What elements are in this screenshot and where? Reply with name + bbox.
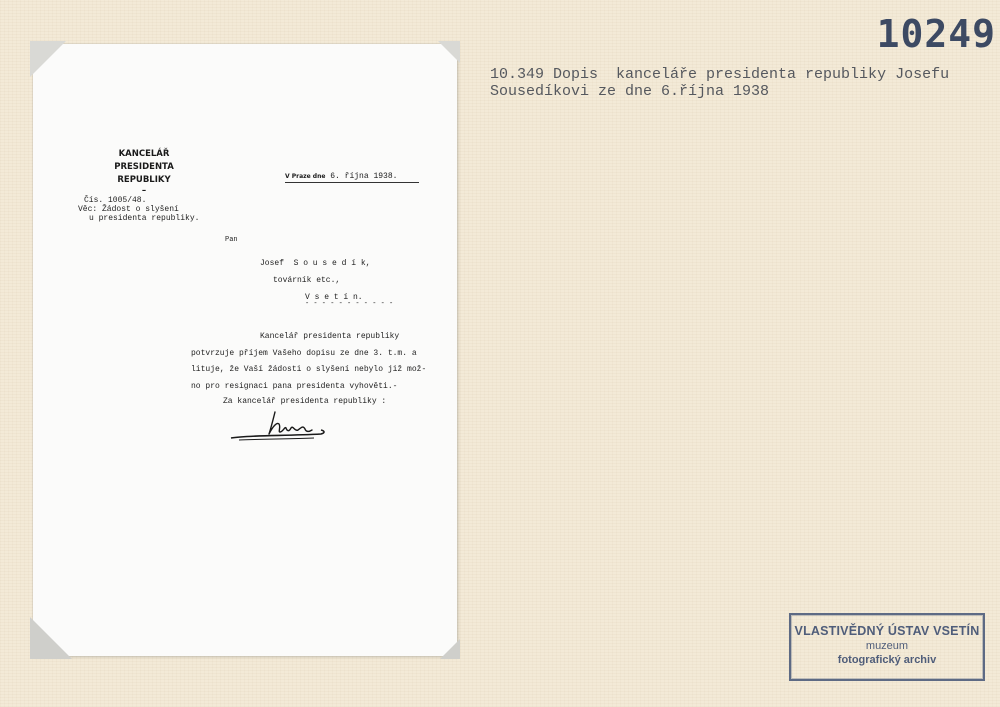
catalog-number: 10249	[876, 12, 996, 56]
letter-photograph	[33, 44, 457, 656]
letter-date: 6. října 1938.	[330, 172, 398, 181]
archive-description	[490, 66, 960, 100]
photo-corner-mount	[30, 41, 66, 77]
letterhead-line-1: KANCELÁŘ	[118, 149, 170, 159]
reference-number: Čís. 1005/48.	[84, 196, 147, 205]
stamp-line-1: VLASTIVĚDNÝ ÚSTAV VSETÍN	[794, 624, 980, 638]
body-line-3: lituje, že Vaší žádosti o slyšení nebylo již mož-	[191, 365, 427, 374]
recipient-title: továrník etc.,	[273, 276, 341, 285]
photo-corner-mount	[438, 41, 460, 63]
handwritten-signature	[229, 408, 329, 444]
letterhead-dash: –	[141, 186, 147, 196]
photo-corner-mount	[30, 617, 72, 659]
recipient-city: V s e t í n.	[305, 293, 363, 302]
date-prefix: V Praze dne	[285, 173, 326, 180]
body-line-4: no pro resignaci pana presidenta vyhověti.-	[191, 382, 398, 391]
description-line-1: 10.349 Dopis kanceláře presidenta republiky Josefu	[490, 66, 950, 83]
letterhead-line-2: PRESIDENTA REPUBLIKY	[114, 162, 174, 185]
archive-stamp	[789, 613, 985, 681]
recipient-city-underline: - - - - - - - - - - -	[305, 300, 394, 308]
subject-line-1: Věc: Žádost o slyšení	[78, 205, 179, 214]
body-line-2: potvrzuje příjem Vašeho dopisu ze dne 3. t.m. a	[191, 349, 417, 358]
stamp-line-2: muzeum	[865, 640, 909, 652]
photo-corner-mount	[440, 639, 460, 659]
letter-date-line	[285, 172, 419, 183]
body-line-1: Kancelář presidenta republiky	[260, 332, 400, 341]
description-line-2: Sousedíkovi ze dne 6.října 1938	[490, 83, 770, 100]
stamp-line-3: fotografický archiv	[837, 654, 937, 666]
recipient-name: Josef S o u s e d í k,	[260, 259, 371, 268]
closing-line: Za kancelář presidenta republiky :	[223, 397, 387, 406]
salutation: Pan	[225, 236, 238, 244]
letterhead	[89, 148, 199, 195]
subject-line-2: u presidenta republiky.	[89, 214, 200, 223]
